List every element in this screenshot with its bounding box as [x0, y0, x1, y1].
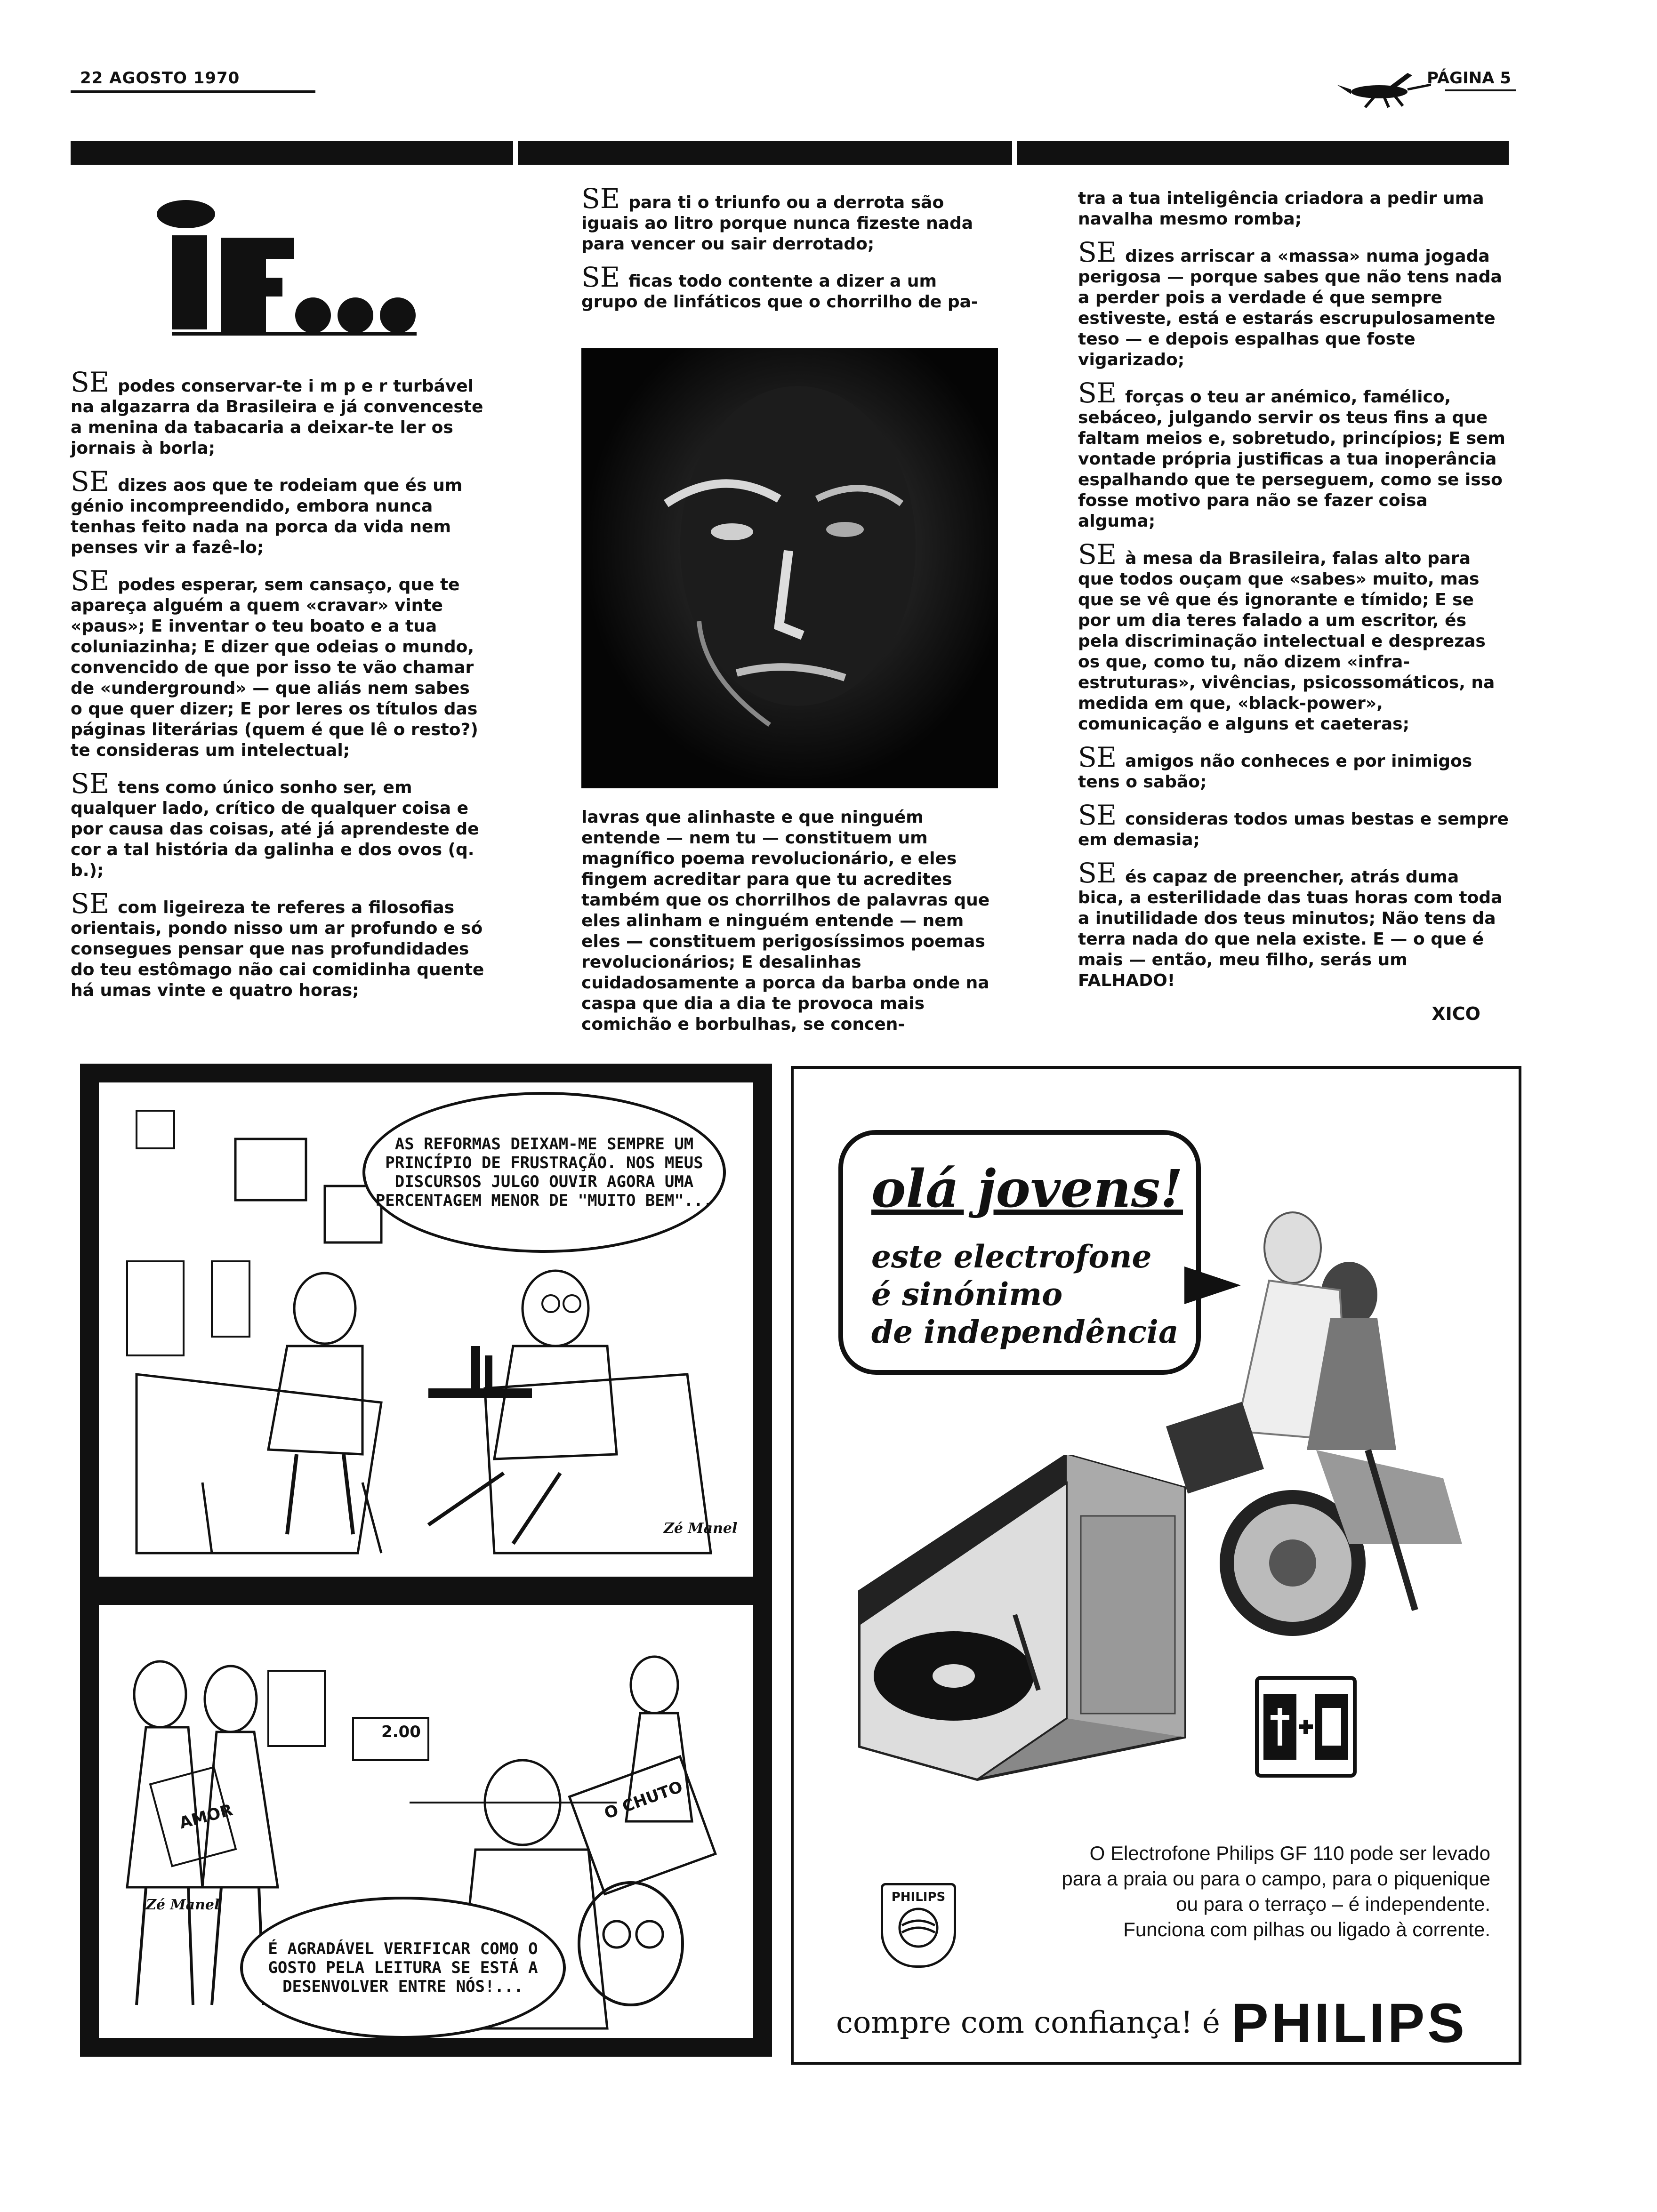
- paragraph-text: podes conservar-te i m p e r turbável na algazarra da Brasileira e já convenceste a menina da tabacaria a deixar-te ler os jornais à borla;: [71, 377, 483, 458]
- philips-shield-logo: [881, 1883, 956, 1968]
- cartoon-bottom-speech-bubble: É AGRADÁVEL VERIFICAR COMO O GOSTO PELA LEITURA SE ESTÁ A DESENVOLVER ENTRE NÓS!...: [240, 1897, 566, 2039]
- paragraph: [1078, 799, 1509, 850]
- paragraph-lead: SE: [1078, 236, 1117, 268]
- paragraph-text: dizes arriscar a «massa» numa jogada perigosa — porque sabes que não tens nada a perder pois a verdade é que sempre estiveste, está e estarás escrupulosamente teso — e depois espalhas que foste vigarizado;: [1078, 247, 1502, 369]
- cartoon-newspaper-title: O CHUTO: [602, 1777, 685, 1823]
- ad-speech-bubble: [838, 1130, 1201, 1375]
- paragraph-text: com ligeireza te referes a filosofias orientais, pondo nisso um ar profundo e só consegues pensar que nas profundidades do teu estômago não cai comidinha quente há umas vinte e quatro horas;: [71, 898, 484, 1000]
- ad-body-line: Funciona com pilhas ou ligado à corrente.: [1123, 1918, 1490, 1940]
- cartoon-magazine-title: AMOR: [177, 1800, 235, 1833]
- column-bar-3: [1017, 141, 1509, 165]
- issue-date: 22 AGOSTO 1970: [80, 69, 240, 88]
- ad-bubble-line-2: é sinónimo: [871, 1276, 1063, 1313]
- cartoon-top-signature: Zé Manel: [664, 1520, 738, 1537]
- paragraph: [581, 261, 998, 313]
- paragraph-lead: SE: [71, 888, 110, 920]
- cartoon-panel-top-inner: [99, 1082, 753, 1577]
- portrait-photo: [581, 348, 998, 788]
- paragraph-text: és capaz de preencher, atrás duma bica, a esterilidade das tuas horas com toda a inutilidade dos teus minutos; Não tens da terra nada do que nela existe. E — o que é mais — então, meu filho, serás um FALHADO!: [1078, 867, 1503, 990]
- paragraph: [1078, 857, 1509, 991]
- ad-bubble-line-1: este electrofone: [871, 1238, 1152, 1275]
- article-column-1: [71, 366, 485, 1013]
- paragraph: [1078, 538, 1509, 735]
- paragraph-lead: SE: [1078, 538, 1117, 570]
- header-rule-right: [1445, 89, 1516, 91]
- ad-bubble-line-3: de independência: [871, 1314, 1179, 1350]
- paragraph-lead: SE: [1078, 741, 1117, 773]
- paragraph-text: consideras todos umas bestas e sempre em demasia;: [1078, 809, 1509, 850]
- header-rule-left: [71, 90, 315, 93]
- paragraph-lead: SE: [71, 465, 110, 497]
- column-bar-1: [71, 141, 513, 165]
- paragraph-text: à mesa da Brasileira, falas alto para que todos ouçam que «sabes» muito, mas que se vê que és ignorante e tímido; E se por um dia teres falado a um escritor, és pela discriminação intelectual e desprezas os que, como tu, não dizem «infra-estruturas», vivências, psicossomáticos, na medida em que, «black-power», comunicação e alguns et caeteras;: [1078, 549, 1495, 734]
- paragraph-text: podes esperar, sem cansaço, que te apareça alguém a quem «cravar» vinte «paus»; E inventar o teu boato e a tua coluniazinha; E dizer que odeias o mundo, convencido de que por isso te vão chamar de «underground» — que aliás nem sabes o que quer dizer; E por leres os títulos das páginas literárias (quem é que lê o resto?) te consideras um intelectual;: [71, 575, 478, 760]
- column-bar-2: [518, 141, 1012, 165]
- ad-body-line: O Electrofone Philips GF 110 pode ser levado: [1089, 1842, 1490, 1864]
- cartoon-panel-bottom-inner: [99, 1605, 753, 2038]
- paragraph-lead: SE: [71, 565, 110, 597]
- paragraph-lead: SE: [1078, 857, 1117, 889]
- philips-shield-text: PHILIPS: [891, 1890, 946, 1904]
- article-column-2-bottom: [581, 807, 998, 1047]
- electrofone-record-player: [845, 1455, 1213, 1784]
- paragraph-text: tens como único sonho ser, em qualquer lado, crítico de qualquer coisa e por causa das coisas, até já aprendeste de cor a tal história da galinha e dos ovos (q. b.);: [71, 778, 479, 880]
- article-author: XICO: [1432, 1003, 1480, 1024]
- paragraph: [1078, 741, 1509, 793]
- paragraph: [71, 888, 485, 1001]
- article-title-art: [137, 193, 428, 344]
- paragraph-text: para ti o triunfo ou a derrota são iguais ao litro porque nunca fizeste nada para vencer ou sair derrotado;: [581, 193, 973, 254]
- article-column-2-top: [581, 183, 998, 325]
- paragraph-lead: SE: [71, 768, 110, 800]
- paragraph: [71, 565, 485, 761]
- ad-body-line: ou para o terraço – é independente.: [1176, 1893, 1490, 1915]
- cartoon-panel-top: [80, 1064, 772, 1595]
- article-column-3: [1078, 188, 1509, 1024]
- philips-advertisement: [791, 1066, 1521, 2065]
- paragraph-lead: SE: [581, 261, 620, 293]
- mosquito-logo: [1337, 71, 1431, 108]
- paragraph: [71, 465, 485, 558]
- paragraph: [581, 183, 998, 255]
- ad-body-text: [973, 1841, 1490, 1942]
- paragraph-lead: SE: [581, 183, 620, 215]
- philips-brand-wordmark: PHILIPS: [1231, 1992, 1467, 2054]
- paragraph-lead: SE: [71, 366, 110, 398]
- paragraph-text: lavras que alinhaste e que ninguém entende — nem tu — constituem um magnífico poema revolucionário, e eles fingem acreditar para que tu acredites também que os chorrilhos de palavras que eles alinham e ninguém entende — nem eles — constituem perigosíssimos poemas revolucionários; E desalinhas cuidadosamente a porca da barba onde na caspa que dia a dia te provoca mais comichão e borbulhas, se concen-: [581, 808, 990, 1034]
- paragraph-text: dizes aos que te rodeiam que és um génio incompreendido, embora nunca tenhas feito nada na porca da vida nem penses vir a fazê-lo;: [71, 476, 463, 557]
- paragraph: [1078, 377, 1509, 532]
- paragraph: [71, 366, 485, 459]
- cartoon-sign-price: 2.00: [381, 1723, 421, 1741]
- paragraph-text: ficas todo contente a dizer a um grupo de linfáticos que o chorrilho de pa-: [581, 272, 978, 312]
- page-number: PÁGINA 5: [1427, 69, 1511, 88]
- paragraph-text: tra a tua inteligência criadora a pedir uma navalha mesmo romba;: [1078, 189, 1484, 229]
- ad-bubble-title: olá jovens!: [871, 1158, 1183, 1219]
- paragraph-text: amigos não conheces e por inimigos tens o sabão;: [1078, 752, 1472, 792]
- paragraph: [1078, 236, 1509, 370]
- paragraph: [71, 768, 485, 881]
- paragraph-lead: SE: [1078, 377, 1117, 409]
- ad-slogan: compre com confiança! é: [836, 2005, 1220, 2040]
- cartoon-panel-bottom: [80, 1595, 772, 2057]
- plug-battery-emblem: [1255, 1676, 1357, 1778]
- ad-body-line: para a praia ou para o campo, para o piquenique: [1062, 1867, 1490, 1890]
- paragraph-lead: SE: [1078, 799, 1117, 831]
- cartoon-top-speech-bubble: AS REFORMAS DEIXAM-ME SEMPRE UM PRINCÍPIO DE FRUSTRAÇÃO. NOS MEUS DISCURSOS JULGO OUVIR AGORA UMA PERCENTAGEM MENOR DE "MUITO BEM"...: [362, 1092, 726, 1253]
- paragraph-text: forças o teu ar anémico, famélico, sebáceo, julgando servir os teus fins a que faltam meios e, sobretudo, princípios; E sem vontade própria justificas a tua inoperância espalhando que te perseguem, como se isso fosse motivo para não se fazer coisa alguma;: [1078, 387, 1505, 531]
- cartoon-bottom-signature: Zé Manel: [146, 1897, 220, 1913]
